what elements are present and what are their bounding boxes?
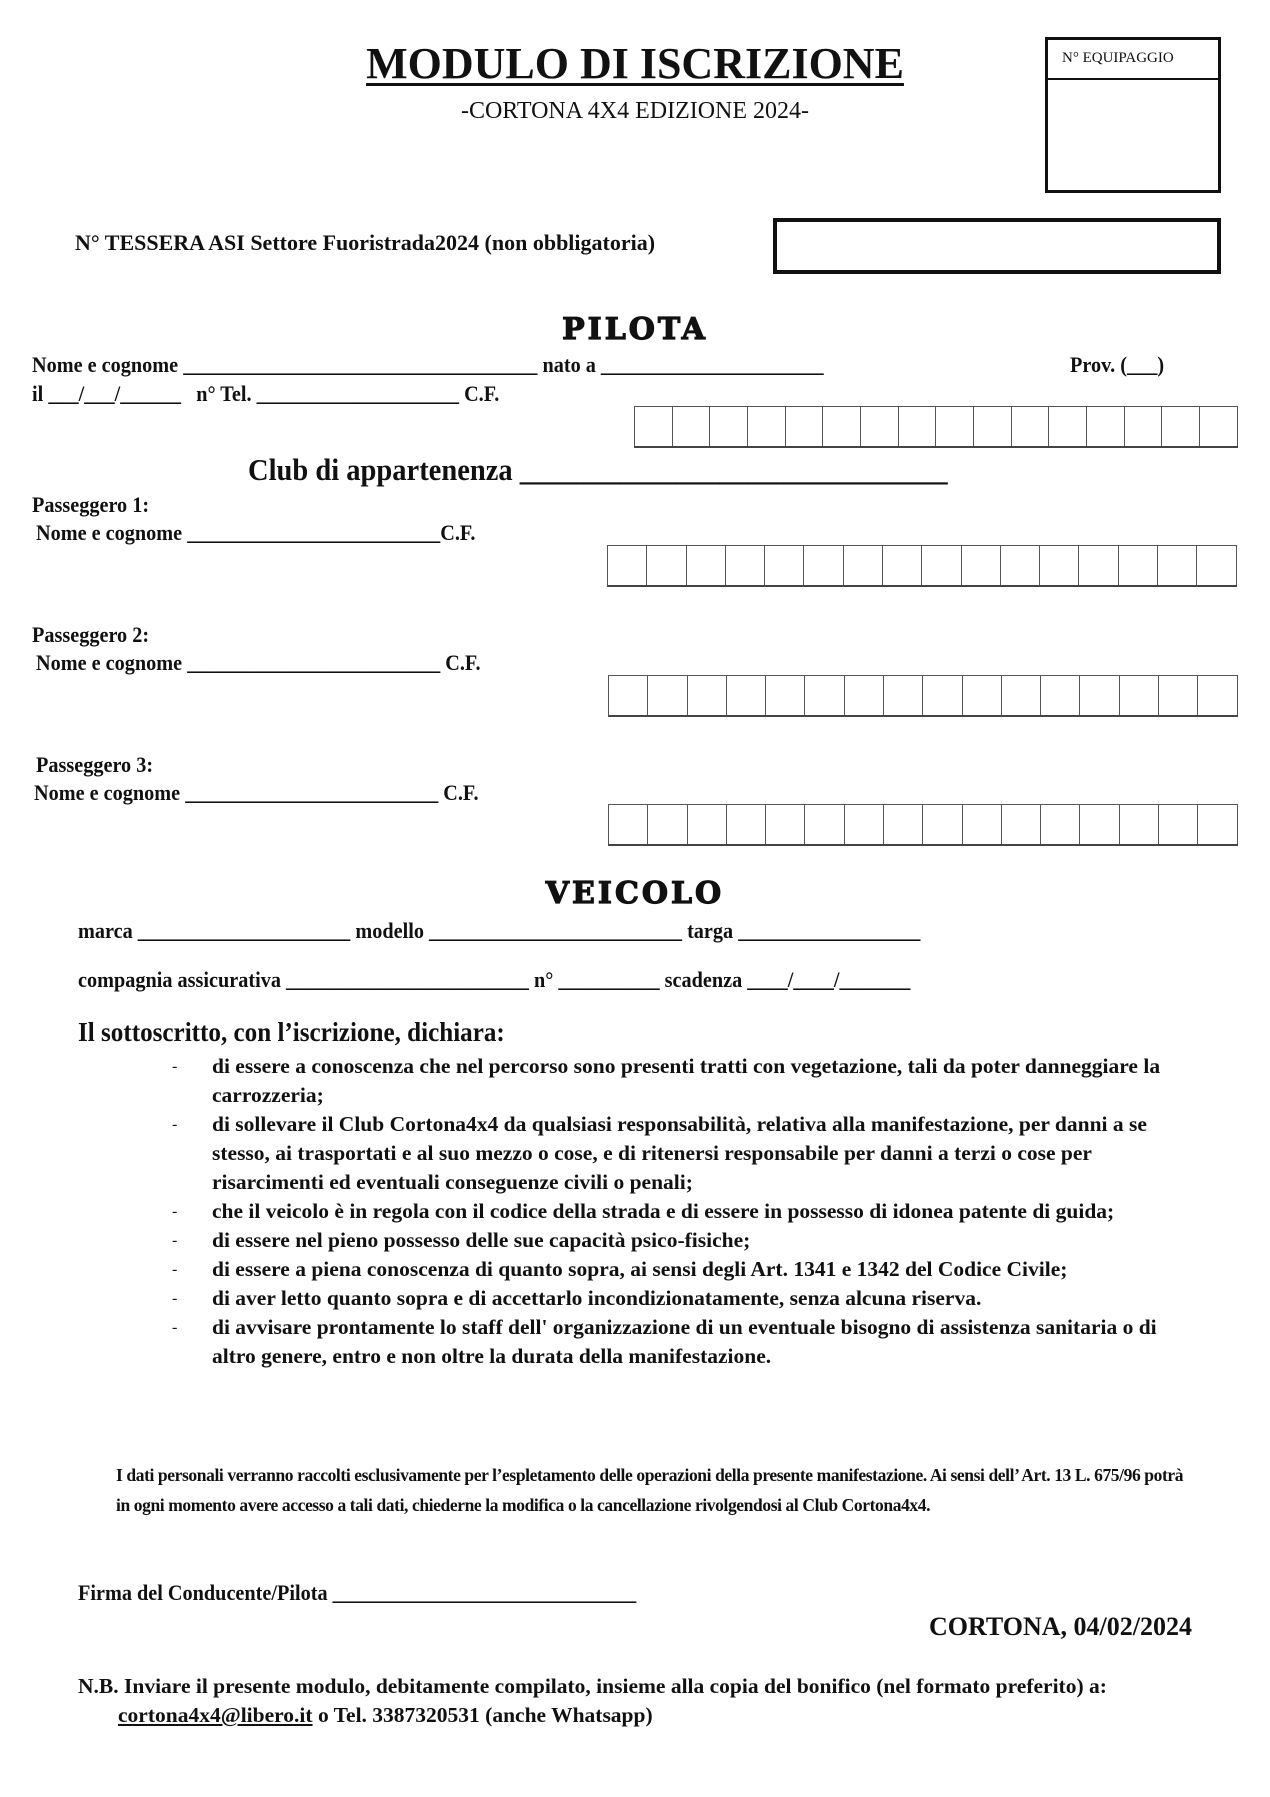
pilota-il-label: il	[32, 381, 44, 406]
firma-row	[78, 1580, 636, 1606]
cf-cell[interactable]	[1119, 546, 1158, 585]
cf-cell[interactable]	[1080, 805, 1119, 844]
cf-cell[interactable]	[1002, 805, 1041, 844]
dichiarazione-item: - di aver letto quanto sopra e di accettarlo incondizionatamente, senza alcuna riserva.	[172, 1284, 1192, 1313]
cf-cell[interactable]	[688, 805, 727, 844]
cf-cell[interactable]	[974, 407, 1012, 446]
cf-cell[interactable]	[1159, 676, 1198, 715]
pilota-nome-label: Nome e cognome	[32, 352, 179, 377]
pilota-heading: PILOTA	[562, 312, 708, 347]
dichiarazione-item: - di sollevare il Club Cortona4x4 da qualsiasi responsabilità, relativa alla manifestazione, per danni a se stesso, ai trasportati e al suo mezzo o cose, e di ritenersi responsabile per danni a terzi o cose per risarcimenti ed eventuali conseguenze civili o penali;	[172, 1112, 1147, 1194]
passeggero-1-cf-grid[interactable]	[607, 545, 1237, 587]
dichiarazione-item: - di essere a piena conoscenza di quanto sopra, ai sensi degli Art. 1341 e 1342 del Codice Civile;	[172, 1255, 1192, 1284]
cf-cell[interactable]	[608, 546, 647, 585]
cf-cell[interactable]	[647, 546, 686, 585]
cf-cell[interactable]	[1049, 407, 1087, 446]
cf-cell[interactable]	[648, 805, 687, 844]
marca-label: marca	[78, 918, 133, 943]
cf-cell[interactable]	[1040, 546, 1079, 585]
cf-cell[interactable]	[786, 407, 824, 446]
cf-cell[interactable]	[1158, 546, 1197, 585]
modello-label: modello	[355, 918, 424, 943]
pilota-tel-label: n° Tel.	[196, 381, 252, 406]
cf-cell[interactable]	[1087, 407, 1125, 446]
cf-cell[interactable]	[766, 805, 805, 844]
pilota-nato-label: nato a	[542, 352, 596, 377]
cf-cell[interactable]	[963, 676, 1002, 715]
bullet-dash-icon: -	[172, 1290, 178, 1307]
passeggero-2-cf-grid[interactable]	[608, 675, 1238, 717]
compagnia-label: compagnia assicurativa	[78, 967, 281, 992]
cf-cell[interactable]	[1012, 407, 1050, 446]
cf-cell[interactable]	[688, 676, 727, 715]
equipaggio-label: N° EQUIPAGGIO	[1048, 40, 1218, 80]
cf-cell[interactable]	[923, 805, 962, 844]
passeggero-2-cf-label: C.F.	[445, 650, 481, 675]
veicolo-row-1	[78, 918, 920, 944]
bullet-dash-icon: -	[172, 1116, 178, 1133]
cf-cell[interactable]	[748, 407, 786, 446]
cf-cell[interactable]	[884, 676, 923, 715]
cf-cell[interactable]	[844, 546, 883, 585]
privacy-notice: I dati personali verranno raccolti esclusivamente per l’espletamento delle operazioni della presente manifestazione. Ai sensi dell’ Art. 13 L. 675/96 potrà in ogni momento avere accesso a tali dati, chiederne la modifica o la cancellazione rivolgendosi al Club Cortona4x4.	[116, 1465, 1184, 1515]
pilota-cf-label: C.F.	[464, 381, 500, 406]
cf-cell[interactable]	[962, 546, 1001, 585]
pilota-nato-field[interactable]: ______________________	[600, 352, 824, 377]
dichiarazione-item: - di essere nel pieno possesso delle sue capacità psico-fisiche;	[172, 1226, 1192, 1255]
cf-cell[interactable]	[1125, 407, 1163, 446]
passeggero-1-label: Passeggero 1:	[32, 492, 150, 517]
cf-cell[interactable]	[687, 546, 726, 585]
cf-cell[interactable]	[963, 805, 1002, 844]
cf-cell[interactable]	[1041, 805, 1080, 844]
cf-cell[interactable]	[1079, 546, 1118, 585]
dichiarazione-heading: Il sottoscritto, con l’iscrizione, dichiara:	[78, 1017, 505, 1047]
veicolo-heading: VEICOLO	[545, 876, 725, 911]
cf-cell[interactable]	[1197, 546, 1236, 585]
passeggero-2-nome-field[interactable]: _________________________	[187, 650, 441, 675]
cf-cell[interactable]	[923, 676, 962, 715]
club-field[interactable]: ______________________________	[519, 452, 948, 487]
club-label: Club di appartenenza	[248, 452, 513, 487]
polizza-numero-label: n°	[533, 967, 554, 992]
page-title: MODULO DI ISCRIZIONE	[366, 39, 904, 88]
bullet-dash-icon: -	[172, 1261, 178, 1278]
pilota-tel-field[interactable]: ____________________	[256, 381, 460, 406]
passeggero-2-nome-label: Nome e cognome	[36, 650, 183, 675]
pilota-cf-grid[interactable]	[634, 406, 1238, 448]
cf-cell[interactable]	[1001, 546, 1040, 585]
nota-invio: N.B. Inviare il presente modulo, debitamente compilato, insieme alla copia del bonifico (nel formato preferito) a: cortona4x4@libero.it o Tel. 3387320531 (anche Whatsapp)	[78, 1674, 1107, 1727]
dichiarazione-item: - di avvisare prontamente lo staff dell' organizzazione di un eventuale bisogno di assistenza sanitaria o di altro genere, entro e non oltre la durata della manifestazione.	[172, 1315, 1157, 1368]
scadenza-field[interactable]: ____/____/_______	[747, 967, 911, 992]
pilota-row-1	[32, 352, 824, 378]
firma-label: Firma del Conducente/Pilota	[78, 1580, 328, 1605]
bullet-dash-icon: -	[172, 1203, 178, 1220]
cf-cell[interactable]	[1120, 676, 1159, 715]
passeggero-3-label: Passeggero 3:	[36, 752, 154, 777]
passeggero-1-cf-label: C.F.	[440, 520, 476, 545]
cf-cell[interactable]	[648, 676, 687, 715]
cf-cell[interactable]	[922, 546, 961, 585]
cf-cell[interactable]	[936, 407, 974, 446]
cf-cell[interactable]	[609, 805, 648, 844]
cf-cell[interactable]	[1120, 805, 1159, 844]
cf-cell[interactable]	[805, 805, 844, 844]
firma-field[interactable]: ______________________________	[332, 1580, 637, 1605]
bullet-dash-icon: -	[172, 1319, 178, 1336]
cf-cell[interactable]	[1002, 676, 1041, 715]
dichiarazione-item: - che il veicolo è in regola con il codice della strada e di essere in possesso di idonea patente di guida;	[172, 1197, 1192, 1226]
tessera-label: N° TESSERA ASI Settore Fuoristrada2024 (non obbligatoria)	[75, 230, 656, 255]
passeggero-3-cf-label: C.F.	[443, 780, 479, 805]
luogo-data: CORTONA, 04/02/2024	[929, 1612, 1192, 1641]
cf-cell[interactable]	[845, 805, 884, 844]
polizza-numero-field[interactable]: __________	[558, 967, 660, 992]
cf-cell[interactable]	[1200, 407, 1238, 446]
targa-field[interactable]: __________________	[738, 918, 921, 943]
passeggero-2-row	[36, 650, 481, 676]
cf-cell[interactable]	[1159, 805, 1198, 844]
passeggero-3-nome-label: Nome e cognome	[34, 780, 181, 805]
dichiarazione-list	[172, 1052, 1192, 1371]
pilota-row-2	[32, 381, 499, 407]
cf-cell[interactable]	[1162, 407, 1200, 446]
cf-cell[interactable]	[1198, 805, 1237, 844]
cf-cell[interactable]	[635, 407, 673, 446]
passeggero-3-row	[34, 780, 479, 806]
cf-cell[interactable]	[1198, 676, 1237, 715]
cf-cell[interactable]	[1080, 676, 1119, 715]
veicolo-row-2	[78, 967, 910, 993]
cf-cell[interactable]	[710, 407, 748, 446]
cf-cell[interactable]	[805, 676, 844, 715]
page-subtitle: -CORTONA 4X4 EDIZIONE 2024-	[460, 98, 810, 124]
tessera-field[interactable]	[773, 218, 1221, 274]
passeggero-1-row	[36, 520, 475, 546]
passeggero-1-nome-label: Nome e cognome	[36, 520, 183, 545]
pilota-nome-field[interactable]: ___________________________________	[183, 352, 538, 377]
cf-cell[interactable]	[861, 407, 899, 446]
cf-cell[interactable]	[899, 407, 937, 446]
modello-field[interactable]: _________________________	[429, 918, 683, 943]
cf-cell[interactable]	[765, 546, 804, 585]
equipaggio-field[interactable]	[1048, 80, 1218, 190]
equipaggio-box	[1045, 37, 1221, 193]
cf-cell[interactable]	[726, 546, 765, 585]
scadenza-label: scadenza	[664, 967, 743, 992]
cf-cell[interactable]	[804, 546, 843, 585]
passeggero-1-nome-field[interactable]: _________________________	[187, 520, 441, 545]
cf-cell[interactable]	[727, 805, 766, 844]
cf-cell[interactable]	[673, 407, 711, 446]
pilota-prov-field[interactable]: Prov. (___)	[1070, 352, 1165, 377]
email-link[interactable]: cortona4x4@libero.it	[118, 1703, 313, 1727]
pilota-date-field[interactable]: ___/___/______	[48, 381, 182, 406]
passeggero-3-cf-grid[interactable]	[608, 804, 1238, 846]
cf-cell[interactable]	[609, 676, 648, 715]
bullet-dash-icon: -	[172, 1058, 178, 1075]
cf-cell[interactable]	[883, 546, 922, 585]
passeggero-3-nome-field[interactable]: _________________________	[185, 780, 439, 805]
dichiarazione-item: - di essere a conoscenza che nel percorso sono presenti tratti con vegetazione, tali da poter danneggiare la carrozzeria;	[172, 1054, 1161, 1107]
cf-cell[interactable]	[884, 805, 923, 844]
cf-cell[interactable]	[727, 676, 766, 715]
cf-cell[interactable]	[1041, 676, 1080, 715]
compagnia-field[interactable]: ________________________	[286, 967, 529, 992]
cf-cell[interactable]	[845, 676, 884, 715]
cf-cell[interactable]	[823, 407, 861, 446]
club-row	[248, 452, 948, 488]
bullet-dash-icon: -	[172, 1232, 178, 1249]
cf-cell[interactable]	[766, 676, 805, 715]
targa-label: targa	[687, 918, 734, 943]
passeggero-2-label: Passeggero 2:	[32, 622, 150, 647]
marca-field[interactable]: _____________________	[137, 918, 351, 943]
